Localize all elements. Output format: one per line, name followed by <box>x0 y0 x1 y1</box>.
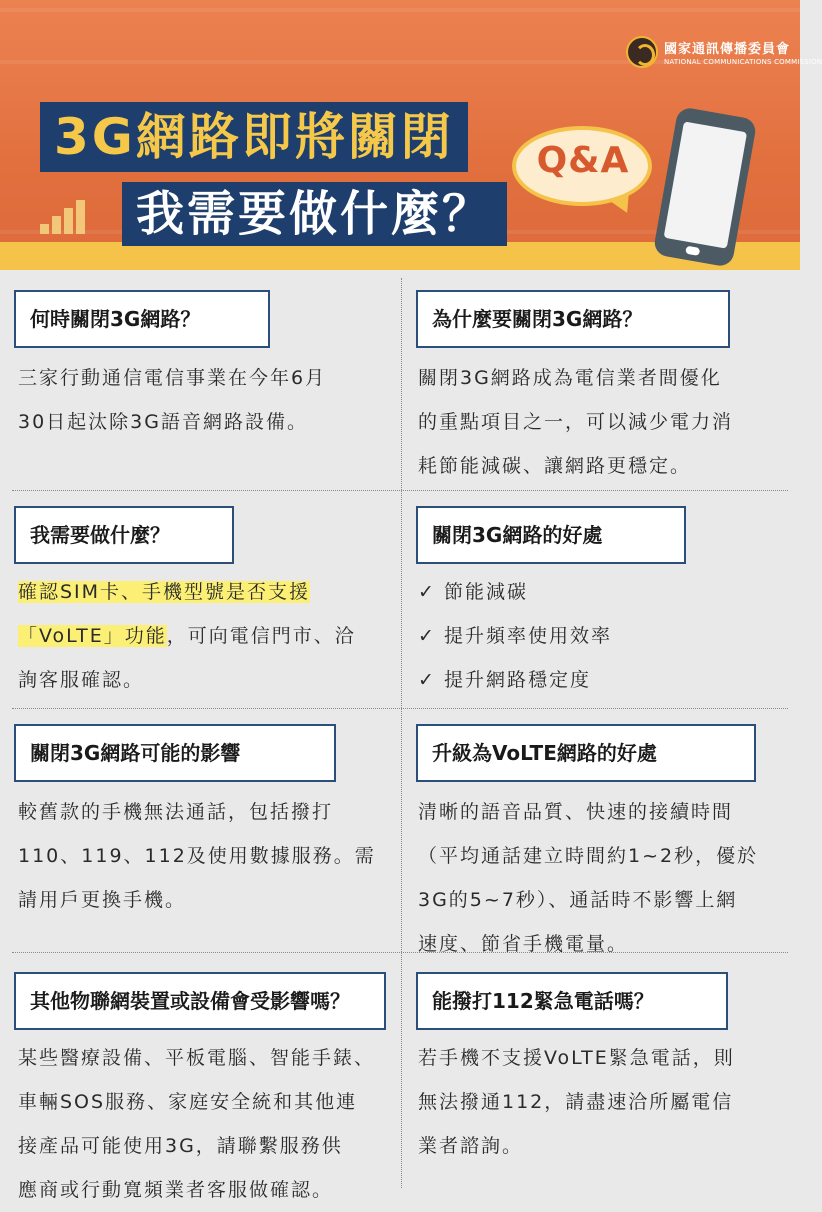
answer-line: 的重點項目之一，可以減少電力消 <box>418 411 734 433</box>
question-what-to-do: 我需要做什麼？ <box>14 506 234 564</box>
answer-line: 接產品可能使用3G，請聯繫服務供 <box>18 1135 343 1157</box>
page-title-line1: 3G網路即將關閉 <box>40 102 468 172</box>
question-emergency-112: 能撥打112緊急電話嗎？ <box>416 972 728 1030</box>
answer-line: 詢客服確認。 <box>18 669 145 691</box>
answer-line: 耗節能減碳、讓網路更穩定。 <box>418 455 692 477</box>
answer-emergency-112 <box>418 1036 794 1168</box>
answer-why-close <box>418 356 794 488</box>
answer-when-close <box>18 356 394 444</box>
qa-label: Q&A <box>536 140 630 181</box>
question-why-close: 為什麼要關閉3G網路？ <box>416 290 730 348</box>
answer-impact <box>18 790 394 922</box>
answer-line: 三家行動通信電信事業在今年6月 <box>18 367 327 389</box>
answer-line: 若手機不支援VoLTE緊急電話，則 <box>418 1047 735 1069</box>
answer-line: 應商或行動寬頻業者客服做確認。 <box>18 1179 334 1201</box>
answer-line: 30日起汰除3G語音網路設備。 <box>18 411 308 433</box>
answer-what-to-do <box>18 570 394 702</box>
answer-line: 車輛SOS服務、家庭安全統和其他連 <box>18 1091 358 1113</box>
check-icon: ✓ <box>418 625 436 647</box>
benefit-item: ✓ 提升網路穩定度 <box>418 658 794 702</box>
page-title-line2: 我需要做什麼？ <box>122 182 507 246</box>
check-icon: ✓ <box>418 581 436 603</box>
org-logo-block <box>626 36 822 76</box>
column-divider <box>401 278 402 1188</box>
answer-volte-benefits <box>418 790 794 966</box>
org-name-zh: 國家通訊傳播委員會 <box>664 42 791 57</box>
row-divider <box>12 708 788 709</box>
question-when-close: 何時關閉3G網路？ <box>14 290 270 348</box>
answer-line: 無法撥通112，請盡速洽所屬電信 <box>418 1091 734 1113</box>
org-name-en: NATIONAL COMMUNICATIONS COMMISSION <box>664 58 822 66</box>
answer-line: 關閉3G網路成為電信業者間優化 <box>418 367 722 389</box>
ncc-logo-icon <box>626 36 658 68</box>
answer-line: 較舊款的手機無法通話，包括撥打 <box>18 801 334 823</box>
header-banner <box>0 0 822 270</box>
question-iot-devices: 其他物聯網裝置或設備會受影響嗎？ <box>14 972 386 1030</box>
question-volte-benefits: 升級為VoLTE網路的好處 <box>416 724 756 782</box>
benefits-list <box>418 570 794 702</box>
answer-line: 清晰的語音品質、快速的接續時間 <box>418 801 734 823</box>
check-icon: ✓ <box>418 669 436 691</box>
answer-line: 某些醫療設備、平板電腦、智能手錶、 <box>18 1047 376 1069</box>
benefit-item: ✓ 節能減碳 <box>418 570 794 614</box>
answer-line: 3G的5~7秒）、通話時不影響上網 <box>418 889 738 911</box>
answer-iot-devices <box>18 1036 394 1212</box>
signal-bars-icon <box>40 194 96 234</box>
answer-line: （平均通話建立時間約1~2秒，優於 <box>418 845 759 867</box>
highlight-text: 「VoLTE」功能 <box>18 625 167 647</box>
row-divider <box>12 490 788 491</box>
answer-line: 業者諮詢。 <box>418 1135 524 1157</box>
answer-line: 請用戶更換手機。 <box>18 889 187 911</box>
question-benefits: 關閉3G網路的好處 <box>416 506 686 564</box>
answer-text: ，可向電信門市、洽 <box>166 625 356 647</box>
answer-line: 速度、節省手機電量。 <box>418 933 629 955</box>
highlight-text: 確認SIM卡、手機型號是否支援 <box>18 581 311 603</box>
benefit-item: ✓ 提升頻率使用效率 <box>418 614 794 658</box>
answer-line: 110、119、112及使用數據服務。需 <box>18 845 376 867</box>
question-impact: 關閉3G網路可能的影響 <box>14 724 336 782</box>
